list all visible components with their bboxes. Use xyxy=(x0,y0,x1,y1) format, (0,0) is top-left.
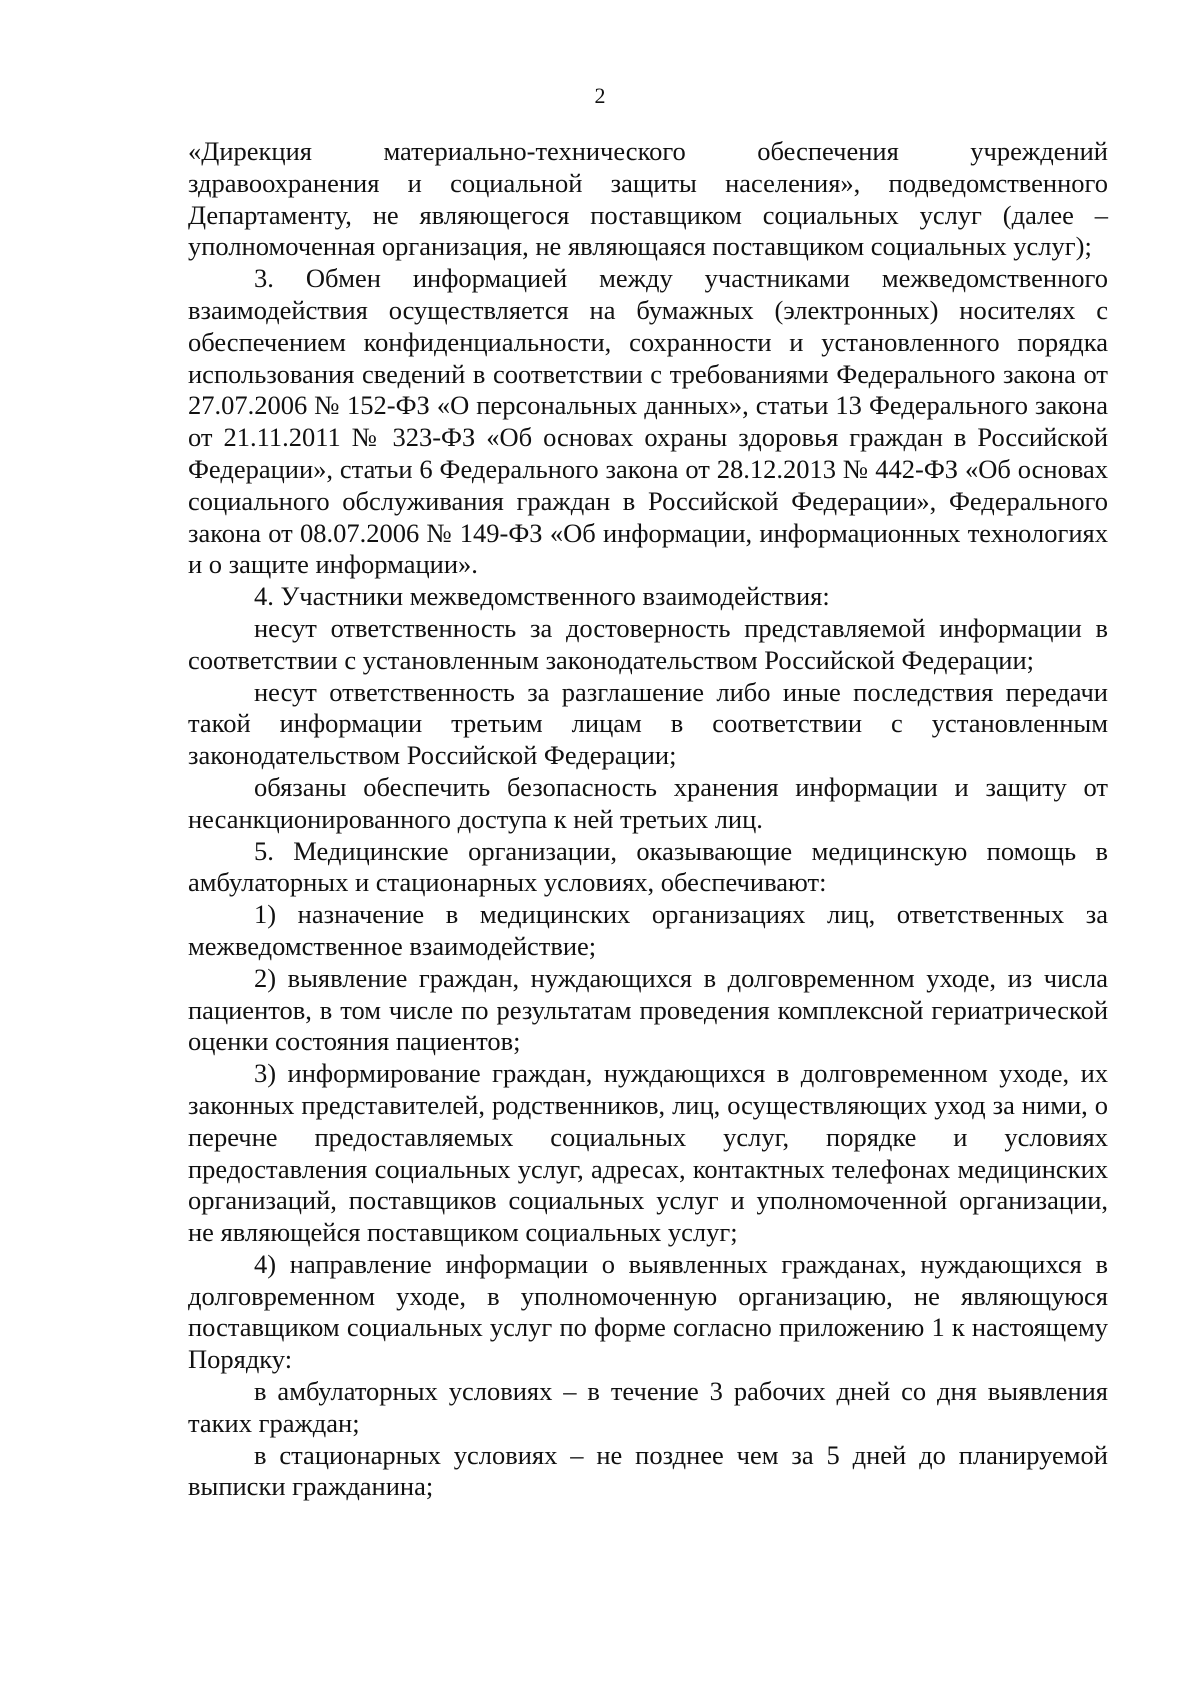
paragraph: 5. Медицинские организации, оказывающие медицинскую помощь в амбулаторных и стационарных условиях, обеспечивают: xyxy=(188,835,1108,898)
paragraph: «Дирекция материально-технического обеспечения учреждений здравоохранения и социальной защиты населения», подведомственного Департаменту, не являющегося поставщиком социальных услуг (далее – уполномоченная организация, не являющаяся поставщиком социальных услуг); xyxy=(188,136,1108,262)
document-body xyxy=(188,136,1108,1503)
paragraph: 2) выявление граждан, нуждающихся в долговременном уходе, из числа пациентов, в том числе по результатам проведения комплексной гериатрической оценки состояния пациентов; xyxy=(188,962,1108,1057)
paragraph: 4. Участники межведомственного взаимодействия: xyxy=(254,581,830,612)
paragraph: 4) направление информации о выявленных гражданах, нуждающихся в долговременном уходе, в уполномоченную организацию, не являющуюся поставщиком социальных услуг по форме согласно приложению 1 к настоящему Порядку: xyxy=(188,1248,1108,1375)
page-number: 2 xyxy=(594,83,606,108)
paragraph: в стационарных условиях – не позднее чем за 5 дней до планируемой выписки гражданина; xyxy=(188,1439,1108,1502)
paragraph: обязаны обеспечить безопасность хранения информации и защиту от несанкционированного доступа к ней третьих лиц. xyxy=(188,771,1108,834)
paragraph: несут ответственность за разглашение либо иные последствия передачи такой информации третьим лицам в соответствии с установленным законодательством Российской Федерации; xyxy=(188,676,1108,771)
paragraph: 3. Обмен информацией между участниками межведомственного взаимодействия осуществляется на бумажных (электронных) носителях с обеспечением конфиденциальности, сохранности и установленного порядка использования сведений в соответствии с требованиями Федерального закона от 27.07.2006 № 152-ФЗ «О персональных данных», статьи 13 Федерального закона от 21.11.2011 № 323-ФЗ «Об основах охраны здоровья граждан в Российской Федерации», статьи 6 Федерального закона от 28.12.2013 № 442-ФЗ «Об основах социального обслуживания граждан в Российской Федерации», Федерального закона от 08.07.2006 № 149-ФЗ «Об информации, информационных технологиях и о защите информации». xyxy=(188,263,1108,580)
paragraph: 1) назначение в медицинских организациях лиц, ответственных за межведомственное взаимодействие; xyxy=(188,899,1108,961)
paragraph: 3) информирование граждан, нуждающихся в долговременном уходе, их законных представителей, родственников, лиц, осуществляющих уход за ними, о перечне предоставляемых социальных услуг, порядке и условиях предоставления социальных услуг, адресах, контактных телефонах медицинских организаций, поставщиков социальных услуг и уполномоченной организации, не являющейся поставщиком социальных услуг; xyxy=(188,1058,1108,1248)
paragraph: в амбулаторных условиях – в течение 3 рабочих дней со дня выявления таких граждан; xyxy=(188,1376,1108,1438)
paragraph: несут ответственность за достоверность представляемой информации в соответствии с установленным законодательством Российской Федерации; xyxy=(188,612,1108,675)
